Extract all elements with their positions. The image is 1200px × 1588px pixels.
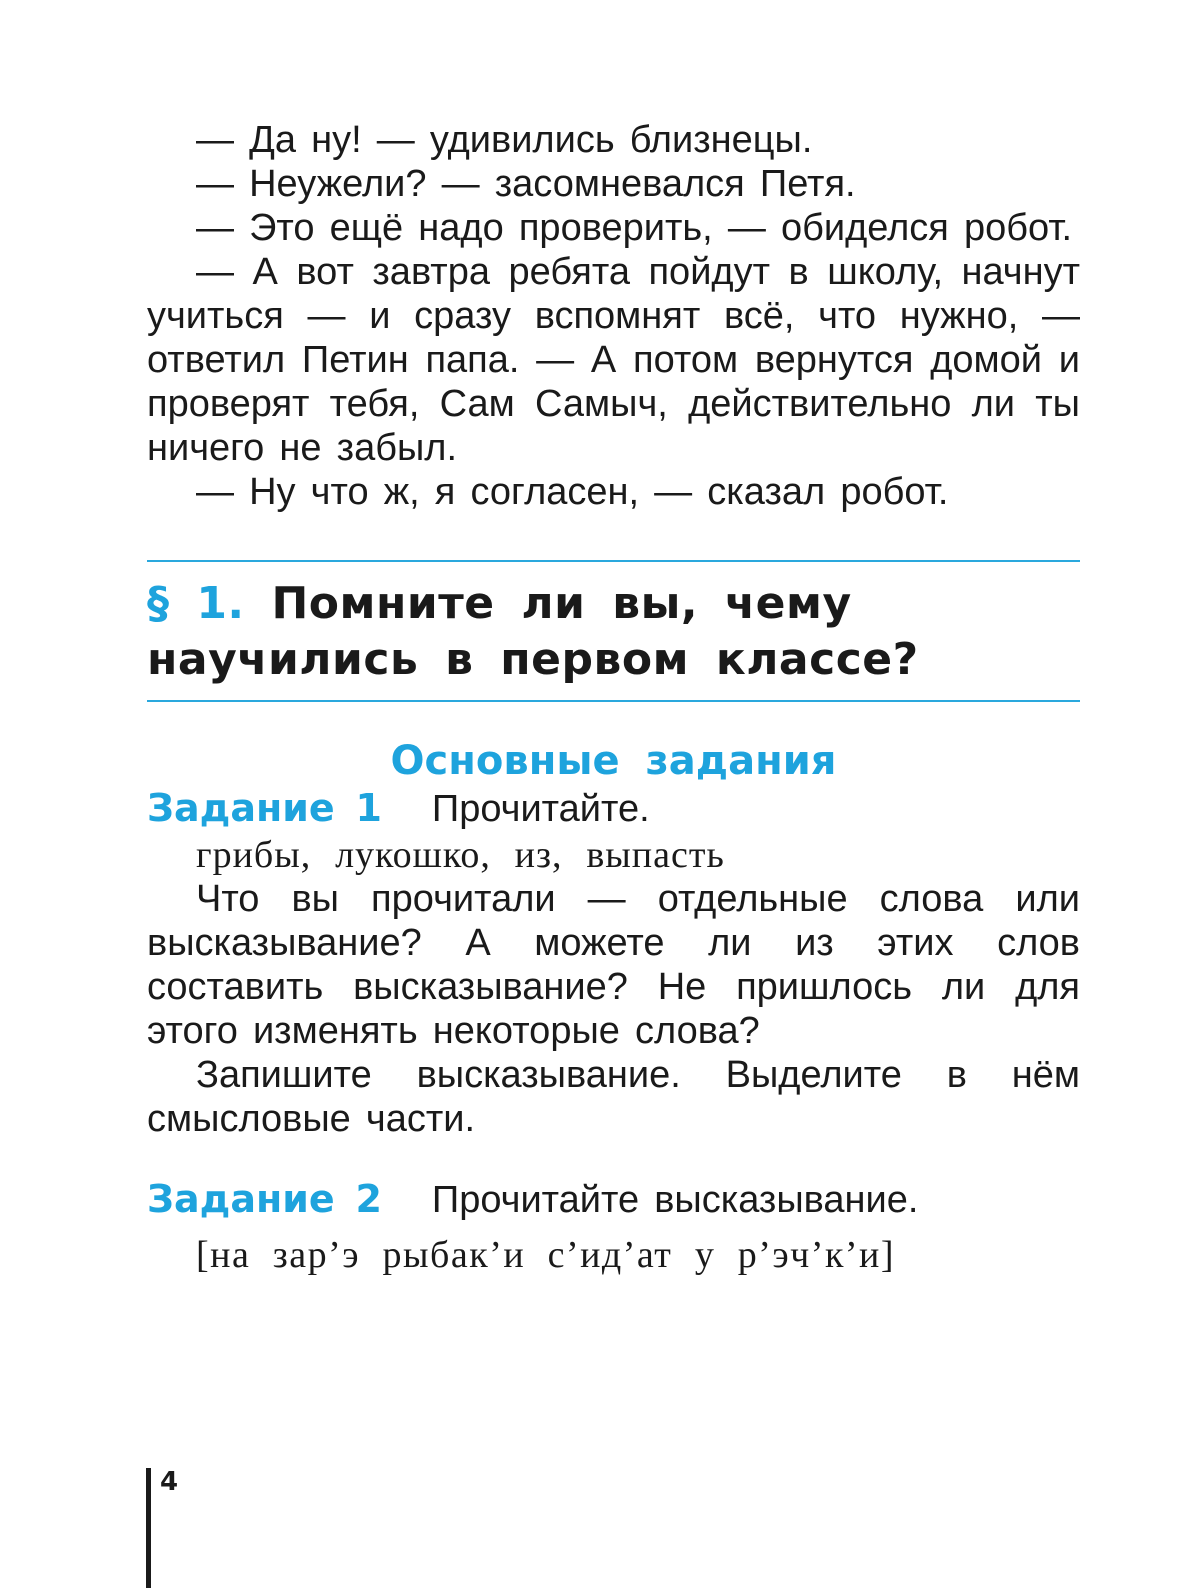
task-1-paragraph-2: Запишите высказывание. Выделите в нём смысловые части. [147, 1054, 1080, 1140]
task-1-paragraph-1: Что вы прочитали — отдельные слова или высказывание? А можете ли из этих слов составить высказывание? Не пришлось ли для этого изменять некоторые слова? [147, 878, 1080, 1052]
task-2-header [147, 1177, 1080, 1222]
dialogue-line-4: — А вот завтра ребята пойдут в школу, начнут учиться — и сразу вспомнят всё, что нужно, — ответил Петин папа. — А потом вернутся домой и проверят тебя, Сам Самыч, действительно ли ты ничего не забыл. [147, 251, 1080, 469]
dialogue-line-1: — Да ну! — удивились близнецы. [196, 119, 813, 161]
section-rule-bottom [147, 700, 1080, 702]
task-1-label: Задание 1 [147, 786, 382, 830]
task-1-header [147, 786, 1080, 831]
section-title: Помните ли вы, чему научились в первом классе? [147, 578, 919, 685]
subheading: Основные задания [390, 738, 837, 784]
task-1 [147, 786, 1080, 1141]
section-rule-top [147, 560, 1080, 562]
section-heading [147, 576, 1080, 700]
page-number: 4 [160, 1467, 179, 1497]
task-2-transcription: [на зар’э рыбак’и с’ид’ат у р’эч’к’и] [196, 1234, 896, 1276]
section-number: § 1. [147, 578, 245, 629]
dialogue-line-2: — Неужели? — засомневался Петя. [196, 163, 856, 205]
textbook-page [147, 118, 1080, 1280]
dialogue-line-5: — Ну что ж, я согласен, — сказал робот. [196, 471, 949, 513]
task-2-label: Задание 2 [147, 1177, 382, 1221]
task-2-instruction: Прочитайте высказывание. [431, 1179, 919, 1221]
task-1-words: грибы, лукошко, из, выпасть [196, 834, 725, 876]
dialogue-line-3: — Это ещё надо проверить, — обиделся робот. [196, 207, 1073, 249]
task-2 [147, 1177, 1080, 1280]
page-number-bar [146, 1468, 151, 1588]
task-1-instruction: Прочитайте. [431, 788, 650, 830]
